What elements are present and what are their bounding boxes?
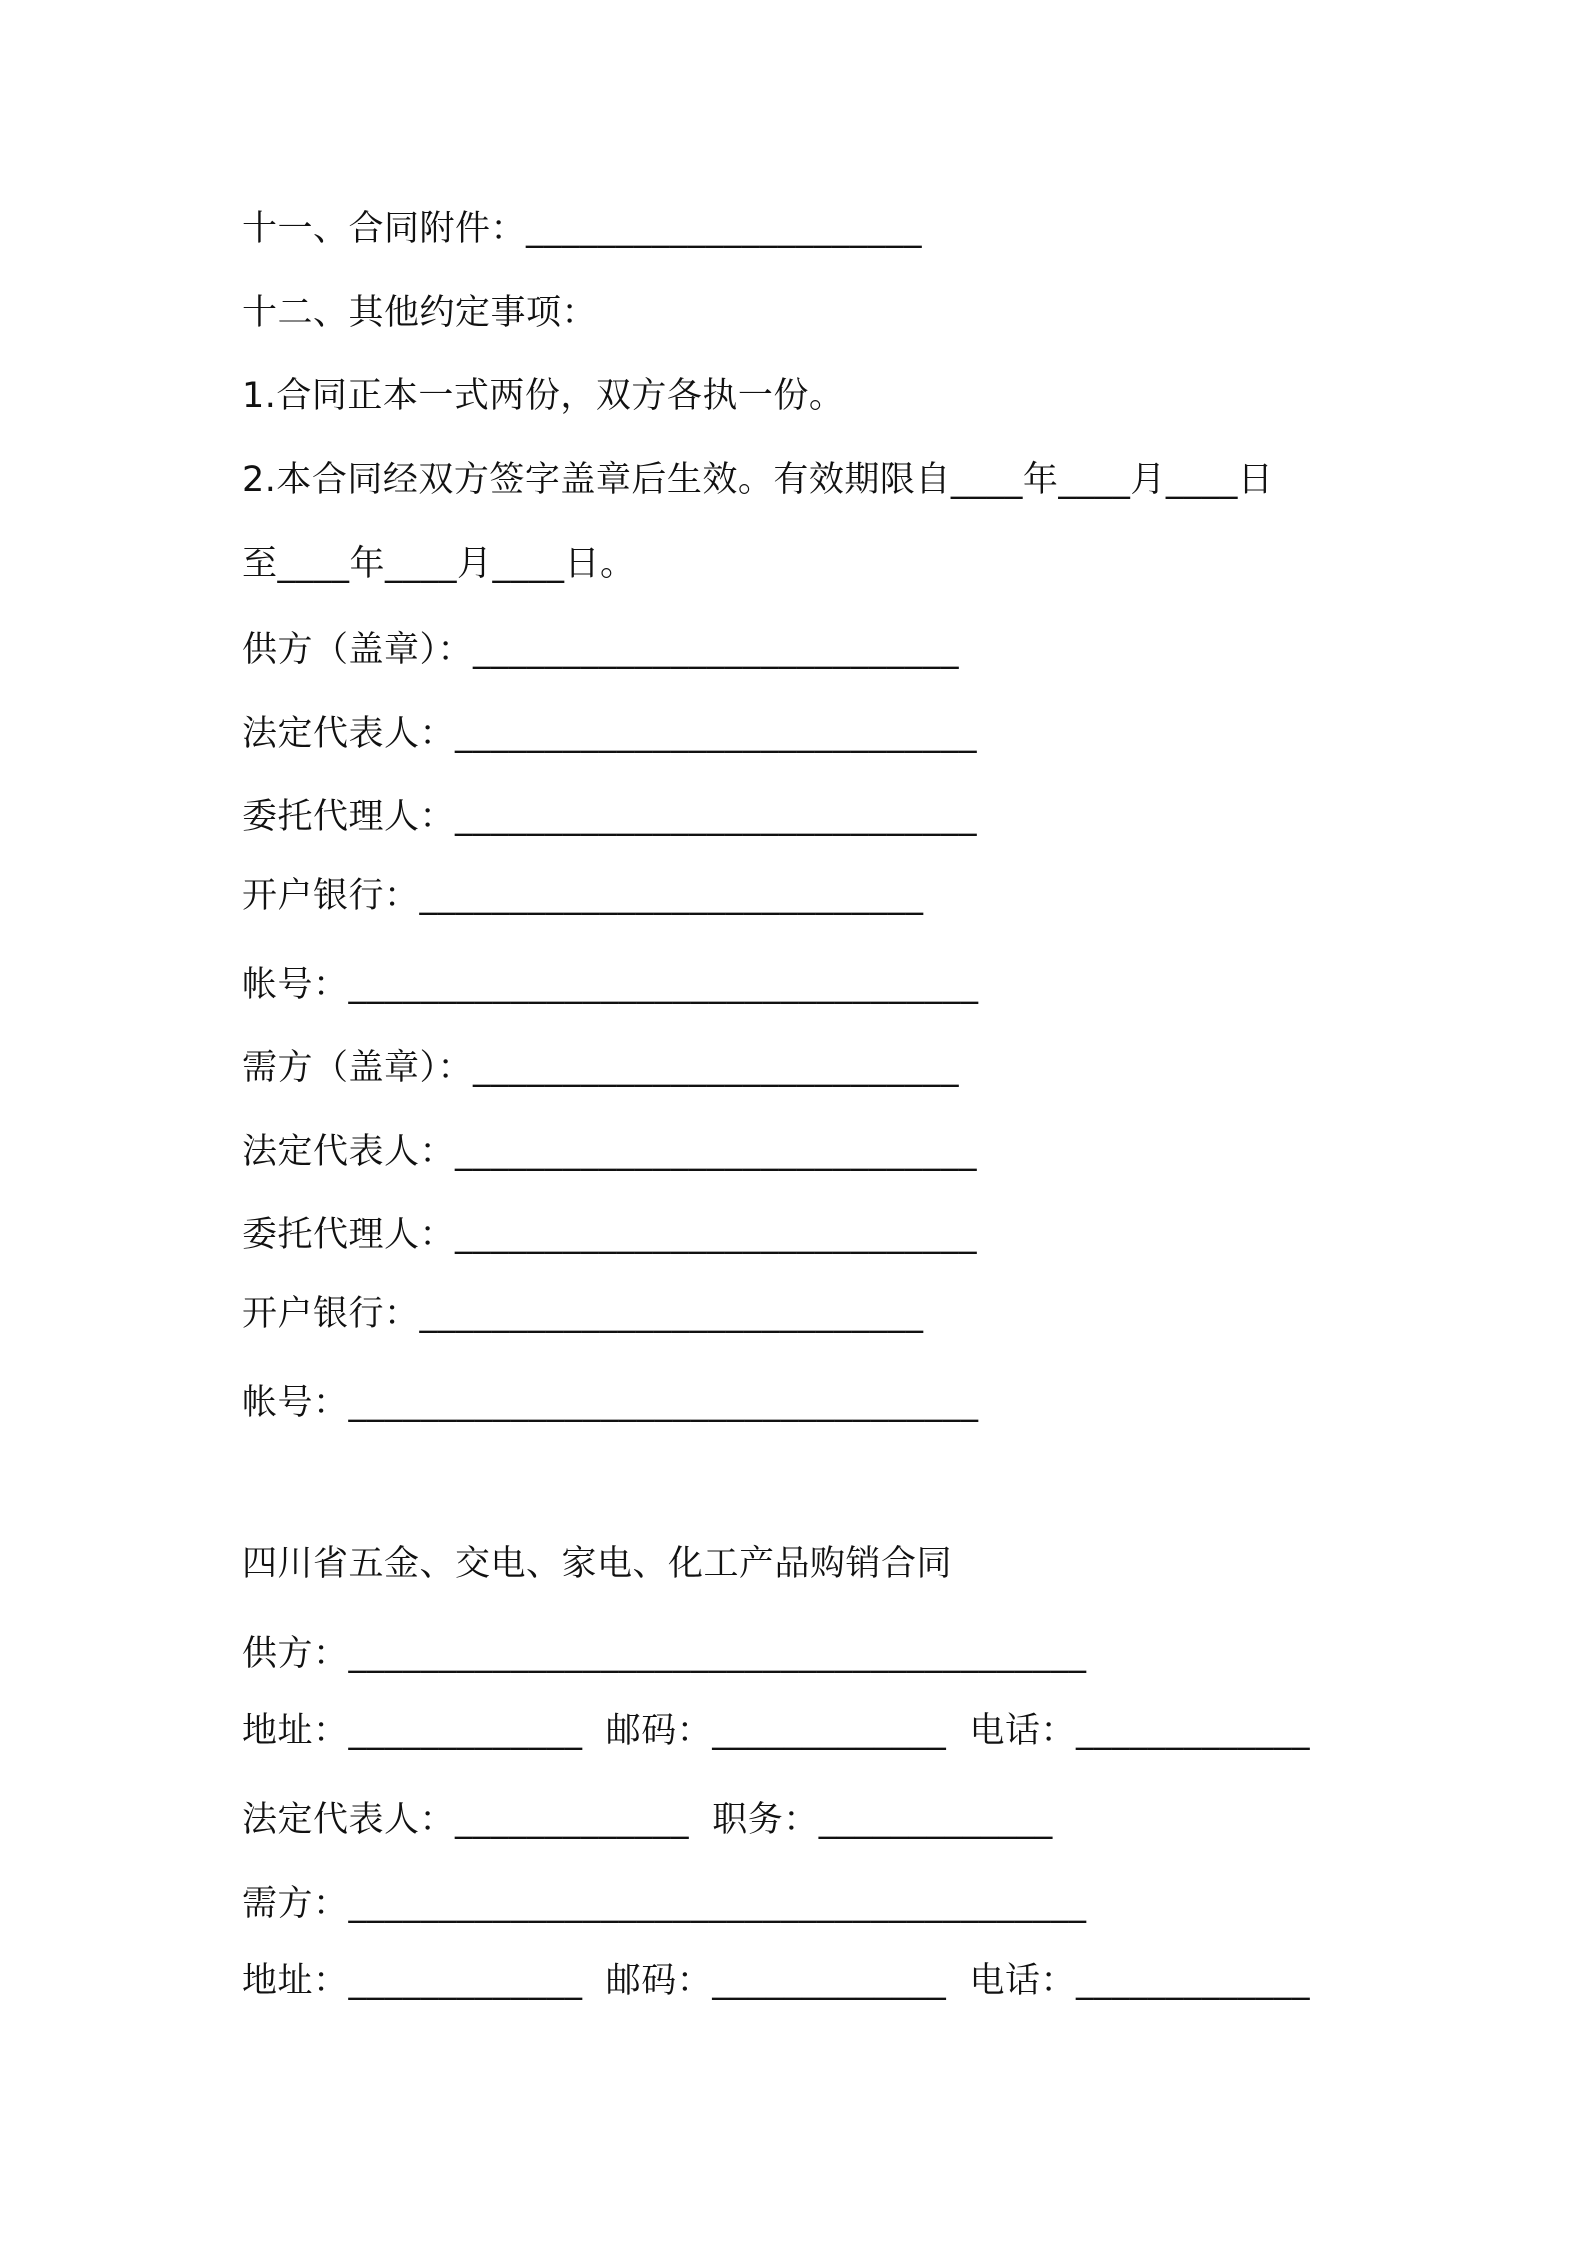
supplier-account-line: 帐号：___________________________________ xyxy=(242,965,979,1005)
buyer-agent-line: 委托代理人：_____________________________ xyxy=(242,1215,978,1255)
supplier-name-line: 供方：_________________________________________ xyxy=(242,1634,1087,1674)
supplier-agent-line: 委托代理人：_____________________________ xyxy=(242,797,978,837)
buyer-account-line: 帐号：___________________________________ xyxy=(242,1383,979,1423)
buyer-address-line: 地址：_____________ 邮码：_____________ 电话：_____________ xyxy=(242,1961,1311,2001)
attachment-line: 十一、合同附件：______________________ xyxy=(242,209,923,249)
supplier-address-line: 地址：_____________ 邮码：_____________ 电话：_____________ xyxy=(242,1711,1311,1751)
legal-rep-position-line: 法定代表人：_____________ 职务：_____________ xyxy=(242,1800,1053,1840)
supplier-bank-line: 开户银行：____________________________ xyxy=(242,876,924,916)
buyer-name-line: 需方：_________________________________________ xyxy=(242,1884,1087,1924)
buyer-legal-rep-line: 法定代表人：_____________________________ xyxy=(242,1132,978,1172)
clause-2: 2.本合同经双方签字盖章后生效。有效期限自____年____月____日 xyxy=(242,460,1274,500)
clause-1: 1.合同正本一式两份，双方各执一份。 xyxy=(242,376,845,416)
other-terms-heading: 十二、其他约定事项： xyxy=(242,293,598,333)
buyer-bank-line: 开户银行：____________________________ xyxy=(242,1294,924,1334)
contract-title: 四川省五金、交电、家电、化工产品购销合同 xyxy=(242,1544,953,1584)
supplier-legal-rep-line: 法定代表人：_____________________________ xyxy=(242,714,978,754)
buyer-seal-line: 需方（盖章）：___________________________ xyxy=(242,1048,960,1088)
clause-2-continued: 至____年____月____日。 xyxy=(242,544,636,584)
supplier-seal-line: 供方（盖章）：___________________________ xyxy=(242,630,960,670)
